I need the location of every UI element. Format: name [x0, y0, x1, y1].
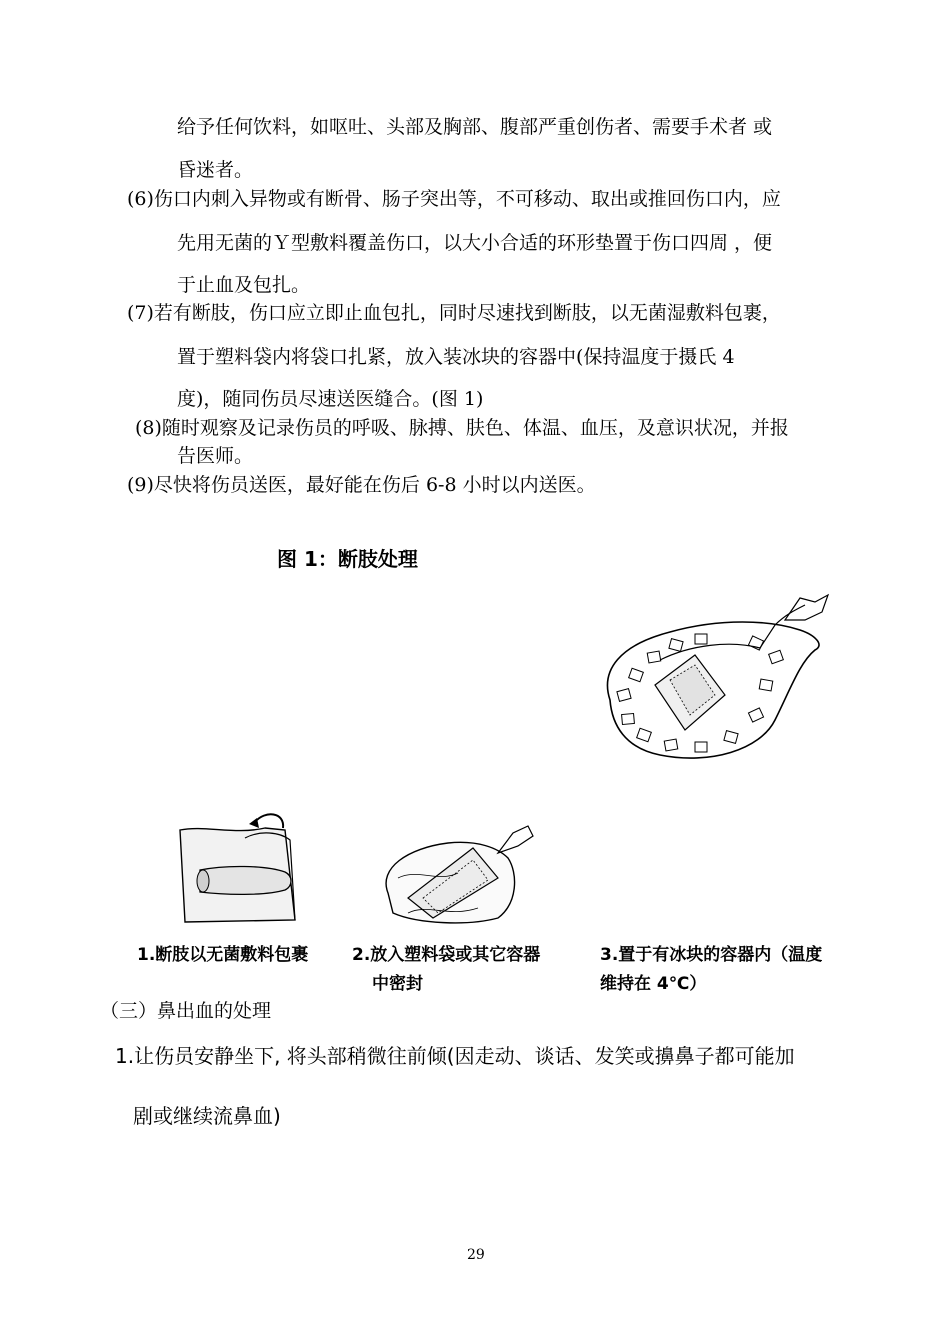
caption-1: 1.断肢以无菌敷料包裹 [137, 945, 309, 965]
p5-line1: 给予任何饮料，如呕吐、头部及胸部、腹部严重创伤者、需要手术者 或 [177, 116, 773, 138]
sealed-bag-illustration [378, 818, 538, 928]
p5-line2: 昏迷者。 [177, 159, 254, 181]
p6-line2: 先用无菌的Ｙ型敷料覆盖伤口，以大小合适的环形垫置于伤口四周 ，便 [177, 232, 773, 254]
nosebleed-item1-line1: 1.让伤员安静坐下, 将头部稍微往前倾(因走动、谈话、发笑或擤鼻子都可能加 [115, 1044, 795, 1068]
caption-2-line1: 2.放入塑料袋或其它容器 [352, 945, 541, 965]
wrapped-finger-illustration [175, 810, 305, 925]
p8-line1: (8)随时观察及记录伤员的呼吸、脉搏、肤色、体温、血压，及意识状况，并报 [135, 417, 789, 439]
ice-container-illustration [600, 590, 830, 770]
caption-2-line2: 中密封 [372, 974, 423, 994]
p7-line2: 置于塑料袋内将袋口扎紧，放入装冰块的容器中(保持温度于摄氏 4 [177, 346, 735, 368]
figure-title: 图 1：断肢处理 [277, 547, 418, 571]
nosebleed-item1-line2: 剧或继续流鼻血) [133, 1104, 281, 1128]
page-number: 29 [467, 1247, 485, 1263]
p7-line1: (7)若有断肢，伤口应立即止血包扎，同时尽速找到断肢，以无菌湿敷料包裹， [127, 302, 781, 324]
p6-line1: (6)伤口内刺入异物或有断骨、肠子突出等，不可移动、取出或推回伤口内，应 [127, 188, 781, 210]
p7-line3: 度)，随同伤员尽速送医缝合。(图 1) [177, 388, 484, 410]
caption-3-line2: 维持在 4℃） [600, 974, 707, 994]
p8-line2: 告医师。 [177, 445, 254, 467]
caption-3-line1: 3.置于有冰块的容器内（温度 [600, 945, 823, 965]
p6-line3: 于止血及包扎。 [177, 274, 311, 296]
p9-line1: (9)尽快将伤员送医，最好能在伤后 6-8 小时以内送医。 [127, 474, 596, 496]
section-heading: （三）鼻出血的处理 [100, 1000, 272, 1022]
